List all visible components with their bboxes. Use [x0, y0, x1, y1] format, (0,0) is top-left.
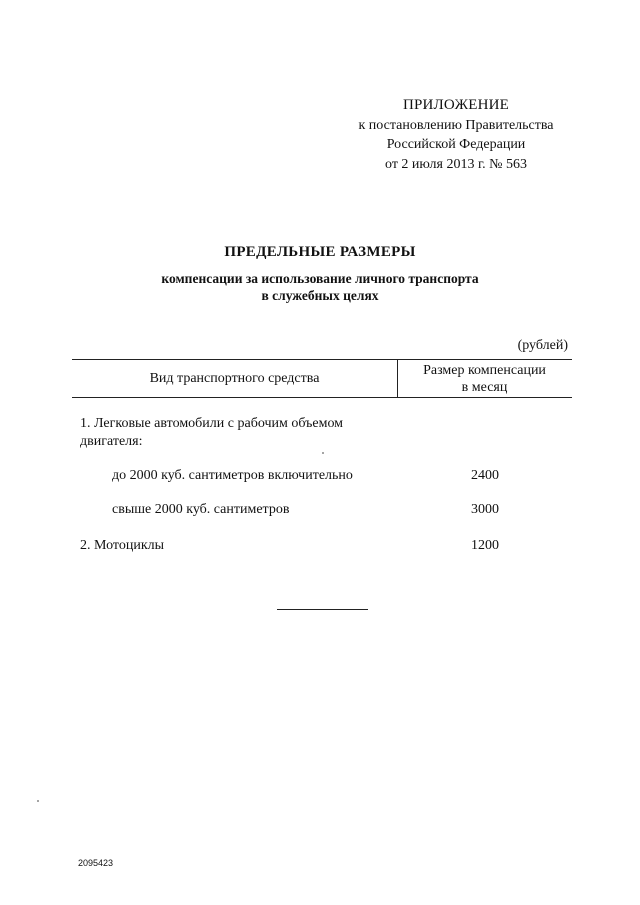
table-top-rule	[72, 359, 572, 360]
document-title: ПРЕДЕЛЬНЫЕ РАЗМЕРЫ	[224, 244, 416, 260]
end-of-document-rule	[277, 609, 368, 610]
units-label: (рублей)	[517, 338, 568, 353]
subtitle-line-2: в служебных целях	[261, 288, 379, 303]
document-number: 2095423	[78, 858, 114, 868]
table-header-rule	[72, 397, 572, 398]
row-passenger-cars-label: 1. Легковые автомобили с рабочим объемом двигателя:	[80, 416, 344, 449]
header-compensation	[397, 362, 572, 396]
row-over-2000-value: 3000	[471, 502, 499, 517]
appendix-date-line: от 2 июля 2013 г. № 563	[385, 156, 527, 172]
header-vehicle-type: Вид транспортного средства	[149, 371, 320, 386]
appendix-title: ПРИЛОЖЕНИЕ	[402, 97, 510, 113]
appendix-header	[336, 96, 576, 174]
document-subtitle	[0, 270, 640, 304]
header-compensation-line-1: Размер компенсации	[423, 363, 546, 378]
row-motorcycles-label: 2. Мотоциклы	[80, 538, 165, 553]
row-up-to-2000-label: до 2000 куб. сантиметров включительно	[112, 468, 353, 483]
header-compensation-line-2: в месяц	[461, 380, 508, 395]
scan-speck	[37, 800, 39, 802]
row-up-to-2000-value: 2400	[471, 468, 499, 483]
row-over-2000-label: свыше 2000 куб. сантиметров	[112, 502, 290, 517]
scan-speck	[322, 452, 324, 454]
row-motorcycles-value: 1200	[471, 538, 499, 553]
appendix-decree-line: к постановлению Правительства	[358, 117, 554, 133]
appendix-authority-line: Российской Федерации	[386, 137, 526, 152]
subtitle-line-1: компенсации за использование личного транспорта	[161, 271, 479, 286]
